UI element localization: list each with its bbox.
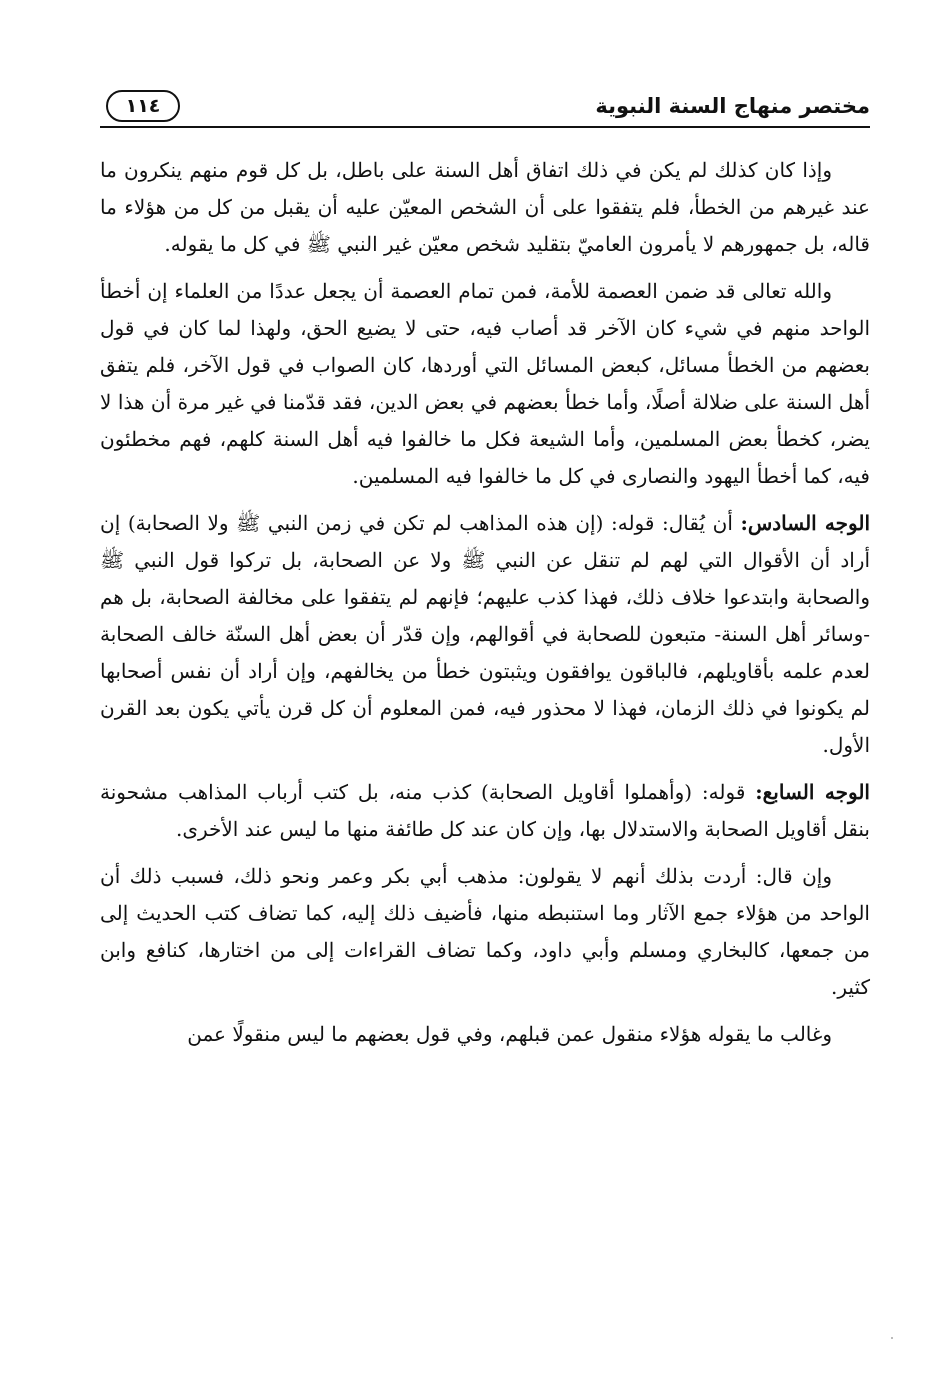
- paragraph-text: قوله: (وأهملوا أقاويل الصحابة) كذب منه، بل كتب أرباب المذاهب مشحونة بنقل أقاويل الصحابة والاستدلال بها، وإن كان عند كل طائفة منها ما ليس عند الأخرى.: [100, 780, 870, 841]
- paragraph-text: والله تعالى قد ضمن العصمة للأمة، فمن تمام العصمة أن يجعل عددًا من العلماء إن أخطأ الواحد منهم في شيء كان الآخر قد أصاب فيه، حتى لا يضيع الحق، ولهذا لما كان في قول بعضهم من الخطأ مسائل، كبعض المسائل التي أوردها، كان الصواب في قول الآخر، فلم يتفق أهل السنة على ضلالة أصلًا، وأما خطأ بعضهم في بعض الدين، فقد قدّمنا في غير مرة أن هذا لا يضر، كخطأ بعض المسلمين، وأما الشيعة فكل ما خالفوا فيه أهل السنة كلهم، فهم مخطئون فيه، كما أخطأ اليهود والنصارى في كل ما خالفوا فيه المسلمين.: [100, 279, 871, 488]
- book-title: مختصر منهاج السنة النبوية: [595, 94, 870, 118]
- header-divider: [100, 126, 870, 128]
- paragraph-1: [100, 152, 870, 263]
- paragraph-2: [100, 273, 870, 495]
- paragraph-text: وإن قال: أردت بذلك أنهم لا يقولون: مذهب أبي بكر وعمر ونحو ذلك، فسبب ذلك أن الواحد من هؤلاء جمع الآثار وما استنبطه منها، فأضيف ذلك إليه، كما تضاف كتب الحديث إلى من جمعها، كالبخاري ومسلم وأبي داود، وكما تضاف القراءات إلى من اختارها، كنافع وابن كثير.: [100, 864, 870, 999]
- paragraph-6: [100, 1016, 870, 1053]
- paragraph-3: [100, 505, 870, 764]
- paragraph-lead: الوجه السابع:: [755, 780, 870, 804]
- page-body: [100, 152, 870, 1063]
- paragraph-5: [100, 858, 870, 1006]
- page-number-badge: [106, 90, 180, 122]
- paragraph-text: وغالب ما يقوله هؤلاء منقول عمن قبلهم، وفي قول بعضهم ما ليس منقولًا عمن: [187, 1022, 832, 1046]
- paragraph-4: [100, 774, 870, 848]
- paragraph-lead: الوجه السادس:: [740, 511, 870, 535]
- paragraph-text: وإذا كان كذلك لم يكن في ذلك اتفاق أهل السنة على باطل، بل كل قوم منهم ينكرون ما عند غيرهم من الخطأ، فلم يتفقوا على أن الشخص المعيّن عليه أن يقبل من كل من هؤلاء ما قاله، بل جمهورهم لا يأمرون العاميّ بتقليد شخص معيّن غير النبي ﷺ في كل ما يقوله.: [100, 158, 870, 256]
- scan-speck: [891, 1337, 893, 1339]
- paragraph-text: أن يُقال: قوله: (إن هذه المذاهب لم تكن في زمن النبي ﷺ ولا الصحابة) إن أراد أن الأقوال التي لهم لم تنقل عن النبي ﷺ ولا عن الصحابة، بل تركوا قول النبي ﷺ والصحابة وابتدعوا خلاف ذلك، فهذا كذب عليهم؛ فإنهم لم يتفقوا على مخالفة الصحابة، بل هم -وسائر أهل السنة- متبعون للصحابة في أقوالهم، وإن قدّر أن بعض أهل السنّة خالف الصحابة لعدم علمه بأقاويلهم، فالباقون يوافقون ويثبتون خطأ من يخالفهم، وإن أراد أن نفس أصحابها لم يكونوا في ذلك الزمان، فهذا لا محذور فيه، فمن المعلوم أن كل قرن يأتي يكون بعد القرن الأول.: [100, 511, 871, 757]
- page-header: [100, 88, 870, 134]
- page-number: ١١٤: [125, 95, 161, 117]
